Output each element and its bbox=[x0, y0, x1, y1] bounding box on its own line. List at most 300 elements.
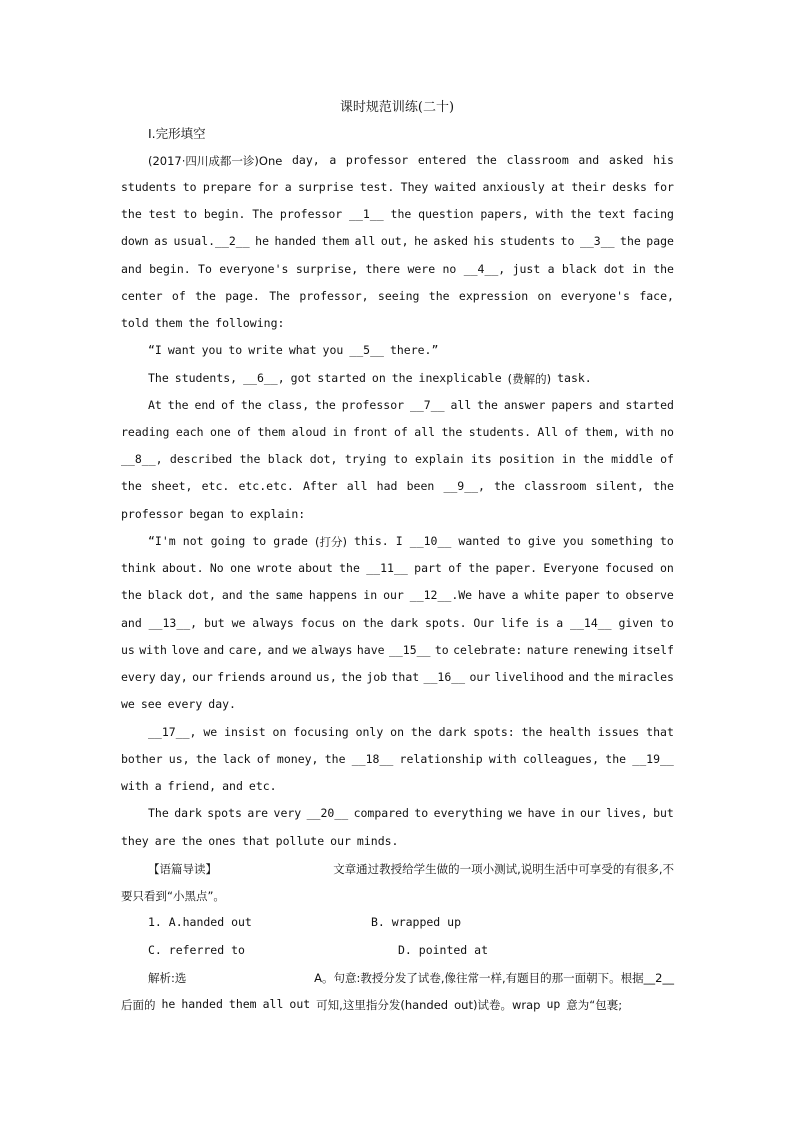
word: a bbox=[556, 616, 564, 630]
word: but bbox=[203, 616, 225, 630]
word: __8__, bbox=[121, 452, 163, 466]
word: just bbox=[512, 262, 541, 276]
page-title: 课时规范训练(二十) bbox=[339, 100, 455, 115]
word: 后面的 bbox=[121, 998, 156, 1012]
word: we bbox=[121, 697, 135, 711]
word: expression bbox=[458, 289, 529, 303]
word: life bbox=[501, 616, 529, 630]
word: are bbox=[247, 806, 269, 820]
word: (打分) bbox=[314, 535, 347, 549]
text-line bbox=[121, 834, 674, 848]
word: surprise bbox=[298, 180, 354, 194]
word: given bbox=[618, 616, 654, 630]
word: the bbox=[521, 725, 543, 739]
word: care, bbox=[228, 643, 264, 657]
word: to bbox=[434, 643, 449, 657]
word: professor bbox=[341, 398, 405, 412]
word: day, bbox=[160, 670, 188, 684]
text-line bbox=[148, 861, 674, 877]
word: __11__ bbox=[366, 561, 408, 575]
text-line bbox=[121, 207, 674, 221]
word: __16__ bbox=[423, 670, 466, 684]
word: etc.etc. bbox=[238, 479, 294, 493]
word: focus bbox=[300, 616, 336, 630]
word: miracles bbox=[618, 670, 674, 684]
word: asked bbox=[608, 153, 644, 167]
word: to bbox=[252, 534, 267, 548]
word: he bbox=[161, 997, 176, 1011]
word: our bbox=[469, 670, 491, 684]
word: the bbox=[494, 479, 515, 493]
word: all bbox=[450, 398, 472, 412]
word: going bbox=[210, 534, 246, 548]
word: of bbox=[564, 425, 579, 439]
word: were bbox=[407, 262, 436, 276]
word: give bbox=[527, 534, 556, 548]
word: very bbox=[273, 806, 302, 820]
word: issues bbox=[597, 725, 640, 739]
word: minds. bbox=[356, 834, 399, 848]
word: something bbox=[590, 534, 653, 548]
word: money, bbox=[276, 752, 319, 766]
word: all bbox=[354, 234, 376, 248]
word: of bbox=[256, 752, 271, 766]
word: students. bbox=[468, 425, 531, 439]
word: question bbox=[418, 207, 474, 221]
text-line bbox=[121, 670, 674, 684]
word: page bbox=[646, 234, 674, 248]
word: write bbox=[248, 343, 283, 357]
word: a bbox=[329, 153, 337, 167]
word: you bbox=[201, 343, 223, 357]
word: every bbox=[121, 670, 156, 684]
word: __1__ bbox=[349, 207, 384, 221]
word: about bbox=[298, 561, 333, 575]
word: of bbox=[221, 398, 235, 412]
word: his bbox=[653, 153, 674, 167]
word: see bbox=[140, 697, 162, 711]
word: professor bbox=[279, 207, 343, 221]
word: he bbox=[255, 234, 269, 248]
word: 要只看到“小黑点”。 bbox=[121, 889, 225, 903]
word: but bbox=[653, 806, 674, 820]
text-line bbox=[148, 371, 674, 387]
word: in bbox=[560, 806, 575, 820]
word: his bbox=[473, 234, 495, 248]
word: __12__.We bbox=[409, 588, 473, 602]
word: trying bbox=[344, 452, 387, 466]
word: papers, bbox=[480, 207, 529, 221]
word: there bbox=[365, 262, 401, 276]
word: The bbox=[269, 289, 290, 303]
word: face, bbox=[639, 289, 674, 303]
word: bother bbox=[121, 752, 163, 766]
word: on bbox=[390, 725, 405, 739]
word: he bbox=[414, 234, 428, 248]
word: their bbox=[571, 180, 606, 194]
word: them bbox=[228, 997, 257, 1011]
word: the bbox=[339, 561, 360, 575]
word: position bbox=[499, 452, 555, 466]
word: compared bbox=[353, 806, 409, 820]
word: pollute bbox=[275, 834, 325, 848]
word: focusing bbox=[293, 725, 349, 739]
word: celebrate: bbox=[453, 643, 523, 657]
word: 【语篇导读】 bbox=[148, 862, 217, 876]
word: the bbox=[121, 588, 142, 602]
word: the bbox=[195, 752, 217, 766]
word: inexplicable bbox=[418, 371, 502, 385]
word: spots bbox=[207, 806, 242, 820]
word: to bbox=[182, 180, 197, 194]
word: paper bbox=[565, 588, 600, 602]
word: aloud bbox=[291, 425, 327, 439]
word: and bbox=[203, 643, 225, 657]
word: white bbox=[524, 588, 560, 602]
option-1c: C. referred to bbox=[148, 943, 245, 957]
word: you bbox=[562, 534, 584, 548]
text-line bbox=[121, 697, 674, 711]
text-line bbox=[121, 888, 674, 904]
word: ones bbox=[208, 834, 236, 848]
text-line bbox=[121, 561, 674, 575]
word: and bbox=[267, 643, 289, 657]
word: professor, bbox=[299, 289, 369, 303]
text-line bbox=[148, 970, 674, 986]
word: for bbox=[653, 180, 674, 194]
word: our bbox=[192, 670, 213, 684]
word: the bbox=[593, 670, 615, 684]
word: the bbox=[324, 752, 346, 766]
word: the bbox=[605, 752, 627, 766]
word: etc. bbox=[201, 479, 230, 493]
word: we bbox=[203, 725, 218, 739]
word: one bbox=[210, 425, 231, 439]
word: this. bbox=[354, 534, 389, 548]
word: the bbox=[341, 670, 362, 684]
word: dark bbox=[390, 616, 419, 630]
section-heading: Ⅰ.完形填空 bbox=[148, 126, 206, 141]
word: livelihood bbox=[494, 670, 564, 684]
word: All bbox=[537, 425, 559, 439]
word: class, bbox=[267, 398, 310, 412]
word: want bbox=[167, 343, 196, 357]
word: At bbox=[148, 398, 162, 412]
word: them bbox=[321, 234, 350, 248]
word: the bbox=[477, 398, 498, 412]
word: down bbox=[121, 234, 149, 248]
word: renewing bbox=[572, 643, 629, 657]
text-line bbox=[148, 343, 674, 357]
word: with bbox=[488, 752, 517, 766]
word: nature bbox=[526, 643, 569, 657]
word: anxiously bbox=[482, 180, 545, 194]
text-line bbox=[121, 752, 674, 766]
word: The bbox=[252, 207, 274, 221]
text-line bbox=[121, 234, 674, 248]
word: usual.__2__ bbox=[173, 234, 250, 248]
word: job bbox=[366, 670, 388, 684]
word: no bbox=[660, 425, 674, 439]
word: on bbox=[537, 289, 552, 303]
word: insist bbox=[224, 725, 266, 739]
word: the bbox=[653, 262, 674, 276]
word: entered bbox=[417, 153, 467, 167]
word: are bbox=[154, 834, 176, 848]
word: etc. bbox=[248, 779, 277, 793]
word: test bbox=[148, 207, 177, 221]
text-line bbox=[148, 725, 674, 739]
word: students, bbox=[174, 371, 238, 385]
word: To bbox=[198, 262, 212, 276]
text-line bbox=[121, 316, 674, 330]
word: colleagues, bbox=[522, 752, 600, 766]
word: to bbox=[228, 343, 243, 357]
word: the bbox=[315, 398, 336, 412]
word: 可知,这里指分发(handed bbox=[316, 998, 449, 1012]
word: that bbox=[646, 725, 674, 739]
word: to bbox=[659, 534, 674, 548]
word: the bbox=[239, 452, 261, 466]
word: of bbox=[171, 289, 186, 303]
word: on bbox=[371, 371, 386, 385]
word: the bbox=[188, 316, 210, 330]
text-line bbox=[148, 806, 674, 820]
word: up bbox=[546, 997, 561, 1011]
word: out bbox=[289, 997, 311, 1011]
word: what bbox=[288, 343, 317, 357]
text-line bbox=[121, 452, 674, 466]
word: us, bbox=[316, 670, 337, 684]
word: I bbox=[395, 534, 403, 548]
word: desks bbox=[612, 180, 647, 194]
word: them bbox=[257, 425, 286, 439]
word: 解析:选 bbox=[148, 971, 187, 985]
word: always bbox=[252, 616, 294, 630]
word: the bbox=[181, 834, 203, 848]
word: professor bbox=[121, 507, 184, 521]
word: and bbox=[121, 616, 142, 630]
word: love bbox=[171, 643, 200, 657]
word: __18__ bbox=[351, 752, 394, 766]
word: Our bbox=[473, 616, 495, 630]
word: middle bbox=[611, 452, 653, 466]
word: the bbox=[121, 207, 142, 221]
word: only bbox=[355, 725, 384, 739]
word: happens bbox=[308, 588, 358, 602]
word: front bbox=[352, 425, 388, 439]
word: started bbox=[317, 371, 366, 385]
word: in bbox=[332, 425, 347, 439]
word: of bbox=[394, 425, 408, 439]
word: black bbox=[267, 452, 303, 466]
word: __15__ bbox=[388, 643, 431, 657]
word: part bbox=[414, 561, 442, 575]
word: and bbox=[221, 588, 243, 602]
word: asked bbox=[433, 234, 469, 248]
word: and bbox=[578, 153, 600, 167]
word: handed bbox=[181, 997, 223, 1011]
word: black bbox=[147, 588, 183, 602]
word: they bbox=[121, 834, 149, 848]
word: begin. bbox=[149, 262, 191, 276]
word: with bbox=[535, 207, 564, 221]
word: the bbox=[167, 398, 189, 412]
text-line bbox=[121, 289, 674, 303]
text-line bbox=[121, 262, 674, 276]
word: no bbox=[442, 262, 457, 276]
text-line bbox=[121, 779, 674, 793]
word: explain: bbox=[249, 507, 306, 521]
word: you bbox=[322, 343, 344, 357]
word: dot, bbox=[309, 452, 338, 466]
word: the bbox=[248, 588, 270, 602]
word: with bbox=[139, 643, 167, 657]
word: dark bbox=[438, 725, 467, 739]
word: on bbox=[272, 725, 287, 739]
word: __20__ bbox=[306, 806, 349, 820]
word: sheet, bbox=[150, 479, 193, 493]
word: of bbox=[660, 452, 674, 466]
word: in bbox=[632, 262, 646, 276]
option-1a: 1. A.handed out bbox=[148, 915, 252, 929]
text-line bbox=[121, 643, 674, 657]
word: the bbox=[121, 479, 142, 493]
word: (费解的) bbox=[507, 372, 552, 386]
word: everyone's bbox=[560, 289, 630, 303]
word: and bbox=[598, 398, 620, 412]
word: __17__, bbox=[148, 725, 197, 739]
word: seeing bbox=[377, 289, 420, 303]
word: students bbox=[499, 234, 556, 248]
word: focused bbox=[605, 561, 654, 575]
word: one bbox=[230, 561, 251, 575]
word: and bbox=[222, 779, 243, 793]
word: to bbox=[507, 534, 521, 548]
word: test. bbox=[359, 180, 395, 194]
word: dot bbox=[603, 262, 625, 276]
word: a bbox=[511, 588, 519, 602]
text-line bbox=[148, 398, 674, 412]
word: __4__, bbox=[463, 262, 506, 276]
word: to bbox=[393, 452, 408, 466]
word: black bbox=[561, 262, 597, 276]
word: on bbox=[659, 561, 674, 575]
text-line bbox=[121, 588, 674, 602]
word: had bbox=[376, 479, 398, 493]
word: same bbox=[275, 588, 303, 602]
word: think bbox=[121, 561, 156, 575]
word: to bbox=[229, 507, 244, 521]
text-line bbox=[121, 507, 674, 521]
word: the bbox=[653, 479, 674, 493]
word: everything bbox=[433, 806, 503, 820]
word: the bbox=[410, 725, 432, 739]
word: not bbox=[182, 534, 204, 548]
word: following: bbox=[215, 316, 285, 330]
word: that bbox=[241, 834, 270, 848]
text-line bbox=[121, 479, 674, 493]
word: is bbox=[535, 616, 550, 630]
word: __14__ bbox=[570, 616, 612, 630]
word: __7__ bbox=[409, 398, 445, 412]
word: A。句意:教授分发了试卷,像往常一样,有题目的那一面朝下。根据__2__ bbox=[314, 971, 674, 985]
word: out, bbox=[380, 234, 409, 248]
word: there.” bbox=[389, 343, 439, 357]
word: been bbox=[406, 479, 435, 493]
word: Everyone bbox=[543, 561, 599, 575]
word: students bbox=[121, 180, 177, 194]
word: described bbox=[169, 452, 233, 466]
word: our bbox=[383, 588, 404, 602]
text-line bbox=[121, 425, 674, 439]
word: The bbox=[148, 806, 169, 820]
word: the bbox=[391, 371, 413, 385]
word: They bbox=[400, 180, 429, 194]
word: end bbox=[194, 398, 216, 412]
text-line bbox=[148, 153, 674, 169]
word: surprise, bbox=[295, 262, 359, 276]
word: “I bbox=[148, 343, 162, 357]
word: page. bbox=[225, 289, 260, 303]
word: about. bbox=[161, 561, 204, 575]
word: dark bbox=[174, 806, 202, 820]
word: classroom bbox=[506, 153, 569, 167]
word: classroom bbox=[524, 479, 587, 493]
word: have bbox=[527, 806, 556, 820]
word: around bbox=[270, 670, 312, 684]
word: spots: bbox=[473, 725, 515, 739]
word: a bbox=[154, 779, 162, 793]
word: “I'm bbox=[148, 534, 176, 548]
word: papers bbox=[551, 398, 593, 412]
word: to bbox=[659, 616, 674, 630]
word: __9__, bbox=[443, 479, 485, 493]
word: day. bbox=[208, 697, 236, 711]
option-1b: B. wrapped up bbox=[371, 915, 462, 929]
word: the bbox=[441, 425, 463, 439]
word: us, bbox=[168, 752, 190, 766]
word: paper. bbox=[495, 561, 538, 575]
word: to bbox=[605, 588, 620, 602]
word: lives, bbox=[606, 806, 648, 820]
word: relationship bbox=[399, 752, 483, 766]
word: wrote bbox=[257, 561, 292, 575]
text-line bbox=[121, 997, 674, 1013]
word: the bbox=[362, 616, 384, 630]
word: __13__, bbox=[148, 616, 198, 630]
word: friends bbox=[217, 670, 266, 684]
word: began bbox=[189, 507, 224, 521]
word: the bbox=[583, 452, 604, 466]
word: we bbox=[231, 616, 246, 630]
word: we bbox=[292, 643, 307, 657]
word: 意为“包裹; bbox=[566, 998, 623, 1012]
word: got bbox=[290, 371, 312, 385]
word: dot, bbox=[188, 588, 216, 602]
word: the bbox=[428, 289, 450, 303]
word: health bbox=[549, 725, 591, 739]
word: 文章通过教授给学生做的一项小测试,说明生活中可享受的有很多,不 bbox=[333, 862, 674, 876]
word: day, bbox=[291, 153, 320, 167]
word: the bbox=[468, 561, 490, 575]
word: a bbox=[547, 262, 555, 276]
word: always bbox=[310, 643, 353, 657]
word: to bbox=[183, 207, 198, 221]
word: on bbox=[342, 616, 356, 630]
word: them bbox=[154, 316, 183, 330]
word: of bbox=[237, 425, 252, 439]
